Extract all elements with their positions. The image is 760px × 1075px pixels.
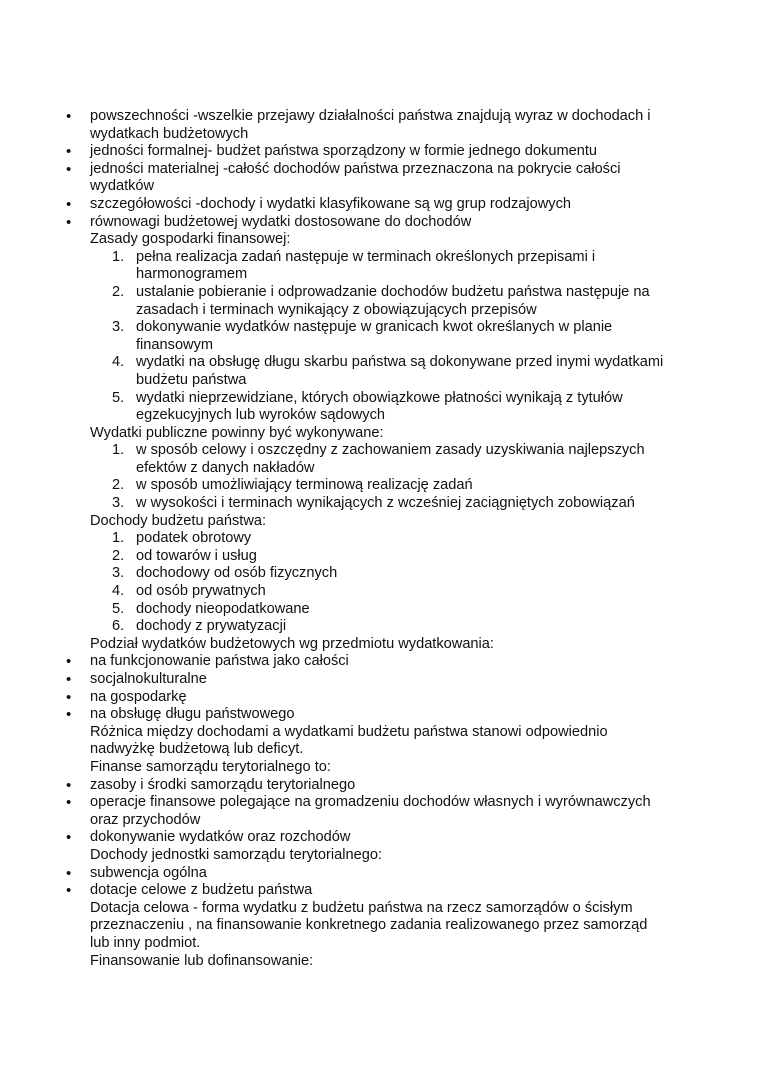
item-number: 3. (112, 495, 125, 512)
item-number: 3. (112, 565, 125, 582)
item-number: 4. (112, 354, 125, 371)
bullet-icon: • (66, 794, 72, 812)
item-text: wydatki nieprzewidziane, których obowiązkowe płatności wynikają z tytułów egzekucyjnych lub wyroków sądowych (136, 389, 623, 424)
list-item (0, 653, 665, 671)
list-item (0, 671, 665, 689)
item-text: dochody nieopodatkowane (136, 600, 310, 617)
item-number: 2. (112, 477, 125, 494)
numbered-item (0, 284, 666, 319)
bullet-icon: • (66, 213, 72, 231)
numbered-item (0, 477, 666, 495)
list-item-text: jedności formalnej- budżet państwa sporządzony w formie jednego dokumentu (90, 143, 598, 160)
item-number: 1. (112, 530, 125, 547)
paragraph-targeted-grant: Dotacja celowa - forma wydatku z budżetu państwa na rzecz samorządów o ścisłym przeznaczeniu , na finansowanie konkretnego zadania realizowanego przez samorząd lub inny podmiot. (90, 899, 648, 951)
bullet-icon: • (66, 776, 72, 794)
item-text: dochodowy od osób fizycznych (136, 565, 338, 582)
list-item (0, 706, 665, 724)
item-number: 1. (112, 248, 125, 265)
item-text: pełna realizacja zadań następuje w terminach określonych przepisami i harmonogramem (136, 248, 596, 283)
list-item-principle (0, 143, 665, 161)
item-number: 2. (112, 283, 125, 300)
list-item (0, 882, 665, 900)
numbered-item (0, 618, 666, 636)
list-item-text: równowagi budżetowej wydatki dostosowane do dochodów (90, 213, 472, 230)
list-item-text: socjalnokulturalne (90, 671, 207, 687)
item-number: 5. (112, 600, 125, 617)
list-item-principle (0, 108, 665, 143)
list-item (0, 865, 665, 883)
numbered-item (0, 530, 666, 548)
numbered-item (0, 390, 666, 425)
item-text: w sposób umożliwiający terminową realizację zadań (136, 477, 473, 494)
section-heading: Finansowanie lub dofinansowanie: (90, 952, 314, 969)
numbered-item (0, 495, 676, 513)
paragraph-difference: Różnica między dochodami a wydatkami budżetu państwa stanowi odpowiednio nadwyżkę budżetową lub deficyt. (90, 723, 608, 758)
item-number: 4. (112, 583, 125, 600)
list-item (0, 829, 665, 847)
list-item (0, 777, 665, 795)
list-item-text: dokonywanie wydatków oraz rozchodów (90, 829, 351, 846)
item-text: ustalanie pobieranie i odprowadzanie dochodów budżetu państwa następuje na zasadach i terminach wynikający z obowiązujących przepisów (136, 283, 650, 318)
bullet-icon: • (66, 653, 72, 671)
item-text: w wysokości i terminach wynikających z wcześniej zaciągniętych zobowiązań (136, 495, 635, 512)
list-item-principle (0, 214, 665, 232)
item-text: wydatki na obsługę długu skarbu państwa są dokonywane przed inymi wydatkami budżetu państwa (136, 354, 664, 388)
section-heading: Dochody jednostki samorządu terytorialnego: (90, 846, 383, 863)
numbered-item (0, 601, 666, 619)
numbered-item (0, 442, 666, 477)
item-text: dochody z prywatyzacji (136, 618, 287, 635)
list-item-principle (0, 196, 665, 214)
section-heading: Dochody budżetu państwa: (90, 512, 267, 529)
bullet-icon: • (66, 864, 72, 882)
numbered-item (0, 319, 666, 354)
numbered-item (0, 565, 666, 583)
numbered-item (0, 548, 666, 566)
bullet-icon: • (66, 160, 72, 178)
bullet-icon: • (66, 688, 72, 706)
list-item-text: operacje finansowe polegające na gromadzeniu dochodów własnych i wyrównawczych oraz przychodów (90, 794, 651, 828)
list-item-text: szczegółowości -dochody i wydatki klasyfikowane są wg grup rodzajowych (90, 195, 572, 212)
item-text: od osób prywatnych (136, 583, 266, 600)
list-item-text: jedności materialnej -całość dochodów państwa przeznaczona na pokrycie całości wydatków (90, 160, 621, 195)
item-text: w sposób celowy i oszczędny z zachowaniem zasady uzyskiwania najlepszych efektów z danych nakładów (136, 442, 645, 476)
numbered-item (0, 583, 666, 601)
bullet-icon: • (66, 882, 72, 900)
list-item-text: dotacje celowe z budżetu państwa (90, 882, 313, 899)
bullet-icon: • (66, 195, 72, 213)
list-item-text: powszechności -wszelkie przejawy działalności państwa znajdują wyraz w dochodach i wydatkach budżetowych (90, 108, 651, 142)
item-number: 1. (112, 442, 125, 459)
list-item-text: na funkcjonowanie państwa jako całości (90, 653, 349, 670)
bullet-icon: • (66, 143, 72, 161)
item-number: 2. (112, 547, 125, 564)
list-item-text: zasoby i środki samorządu terytorialnego (90, 776, 356, 793)
document-page (0, 108, 760, 970)
bullet-icon: • (66, 108, 72, 125)
item-text: dokonywanie wydatków następuje w granicach kwot określanych w planie finansowym (136, 319, 613, 353)
bullet-icon: • (66, 671, 72, 688)
item-number: 5. (112, 389, 125, 406)
numbered-item (0, 354, 666, 389)
section-heading: Zasady gospodarki finansowej: (90, 231, 291, 248)
section-heading: Finanse samorządu terytorialnego to: (90, 758, 331, 775)
list-item (0, 794, 665, 829)
numbered-item (0, 249, 666, 284)
section-heading: Podział wydatków budżetowych wg przedmiotu wydatkowania: (90, 635, 494, 652)
item-number: 6. (112, 618, 125, 635)
section-heading: Wydatki publiczne powinny być wykonywane: (90, 424, 384, 441)
item-number: 3. (112, 319, 125, 336)
list-item-text: na gospodarkę (90, 688, 187, 705)
bullet-icon: • (66, 829, 72, 847)
list-item-text: na obsługę długu państwowego (90, 706, 295, 723)
list-item-text: subwencja ogólna (90, 864, 207, 881)
item-text: od towarów i usług (136, 547, 257, 564)
item-text: podatek obrotowy (136, 530, 252, 547)
bullet-icon: • (66, 706, 72, 724)
list-item (0, 689, 665, 707)
list-item-principle (0, 161, 665, 196)
